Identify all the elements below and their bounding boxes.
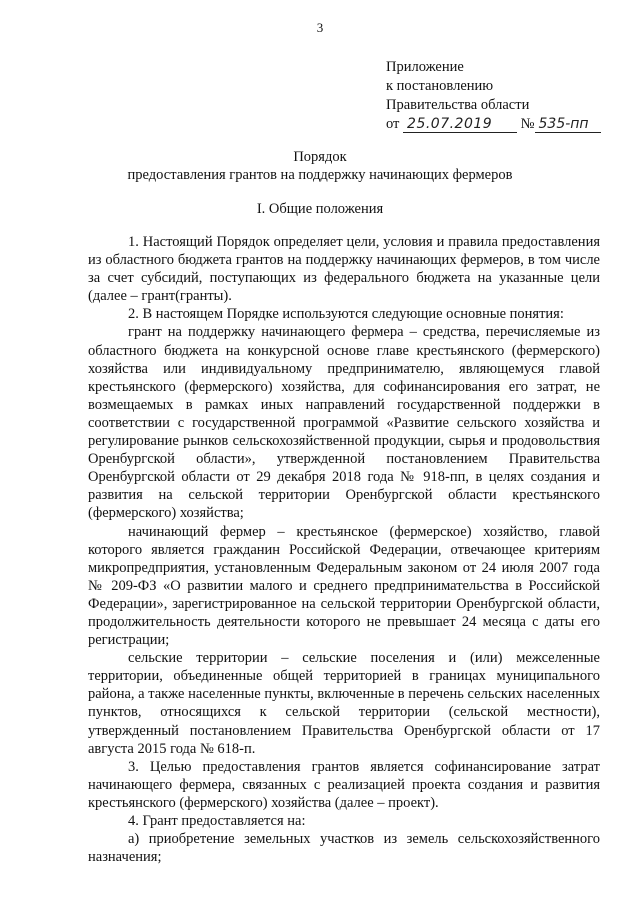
- paragraph: 2. В настоящем Порядке используются следующие основные понятия:: [128, 306, 564, 323]
- paragraph: 1. Настоящий Порядок определяет цели, условия и правила предоставления из областного бюджета грантов на поддержку начинающих фермеров, в том числе за счет субсидий, поступающих из федерального бюджета на указанные цели (далее – грант(гранты).: [88, 234, 600, 305]
- paragraph: грант на поддержку начинающего фермера – средства, перечисляемые из областного бюджета на конкурсной основе главе крестьянского (фермерского) хозяйства или индивидуальному предпринимателю, являющемуся главой крестьянского (фермерского) хозяйства, для софинансирования его затрат, не возмещаемых в рамках иных направлений государственной поддержки в соответствии с государственной программой «Развитие сельского хозяйства и регулирование рынков сельскохозяйственной продукции, сырья и продовольствия Оренбургской области», утвержденной постановлением Правительства Оренбургской области от 29 декабря 2018 года № 918-пп, в целях создания и развития на сельской территории Оренбургской области крестьянского (фермерского) хозяйства;: [88, 324, 600, 522]
- page-number: 3: [316, 20, 324, 35]
- paragraph: а) приобретение земельных участков из земель сельскохозяйственного назначения;: [88, 831, 600, 866]
- paragraph: сельские территории – сельские поселения и (или) межселенные территории, объединенные общей территорией в границах муниципального района, а также населенные пункты, включенные в перечень сельских населенных пунктов, относящихся к сельской территории (сельской местности), утвержденный постановлением Правительства Оренбургской области от 17 августа 2015 года № 618-п.: [88, 650, 600, 757]
- paragraph: 3. Целью предоставления грантов является софинансирование затрат начинающего фермера, связанных с реализацией проекта создания и развития крестьянского (фермерского) хозяйства (далее – проект).: [88, 758, 600, 811]
- appendix-line: Приложение: [386, 59, 464, 75]
- paragraph: начинающий фермер – крестьянское (фермерское) хозяйство, главой которого является гражданин Российской Федерации, отвечающее критериям микропредприятия, установленным Федеральным законом от 24 июля 2007 года № 209-ФЗ «О развитии малого и среднего предпринимательства в Российской Федерации», зарегистрированное на сельской территории Оренбургской области, продолжительность деятельности которого не превышает 24 месяца с даты его регистрации;: [88, 523, 600, 649]
- title-line: предоставления грантов на поддержку начинающих фермеров: [127, 167, 513, 183]
- paragraph: 4. Грант предоставляется на:: [128, 813, 306, 829]
- appendix-block: [386, 58, 601, 134]
- appendix-line: к постановлению: [386, 78, 494, 94]
- handwritten-date: 25.07.2019: [403, 117, 517, 133]
- document-body: [88, 233, 600, 866]
- number-prefix: №: [520, 116, 535, 132]
- document-title: [0, 148, 640, 184]
- section-heading: I. Общие положения: [256, 201, 384, 217]
- date-prefix: от: [386, 116, 400, 132]
- handwritten-number: 535-пп: [535, 117, 601, 133]
- title-line: Порядок: [293, 149, 347, 165]
- appendix-date-line: [386, 115, 601, 134]
- appendix-line: Правительства области: [386, 97, 530, 113]
